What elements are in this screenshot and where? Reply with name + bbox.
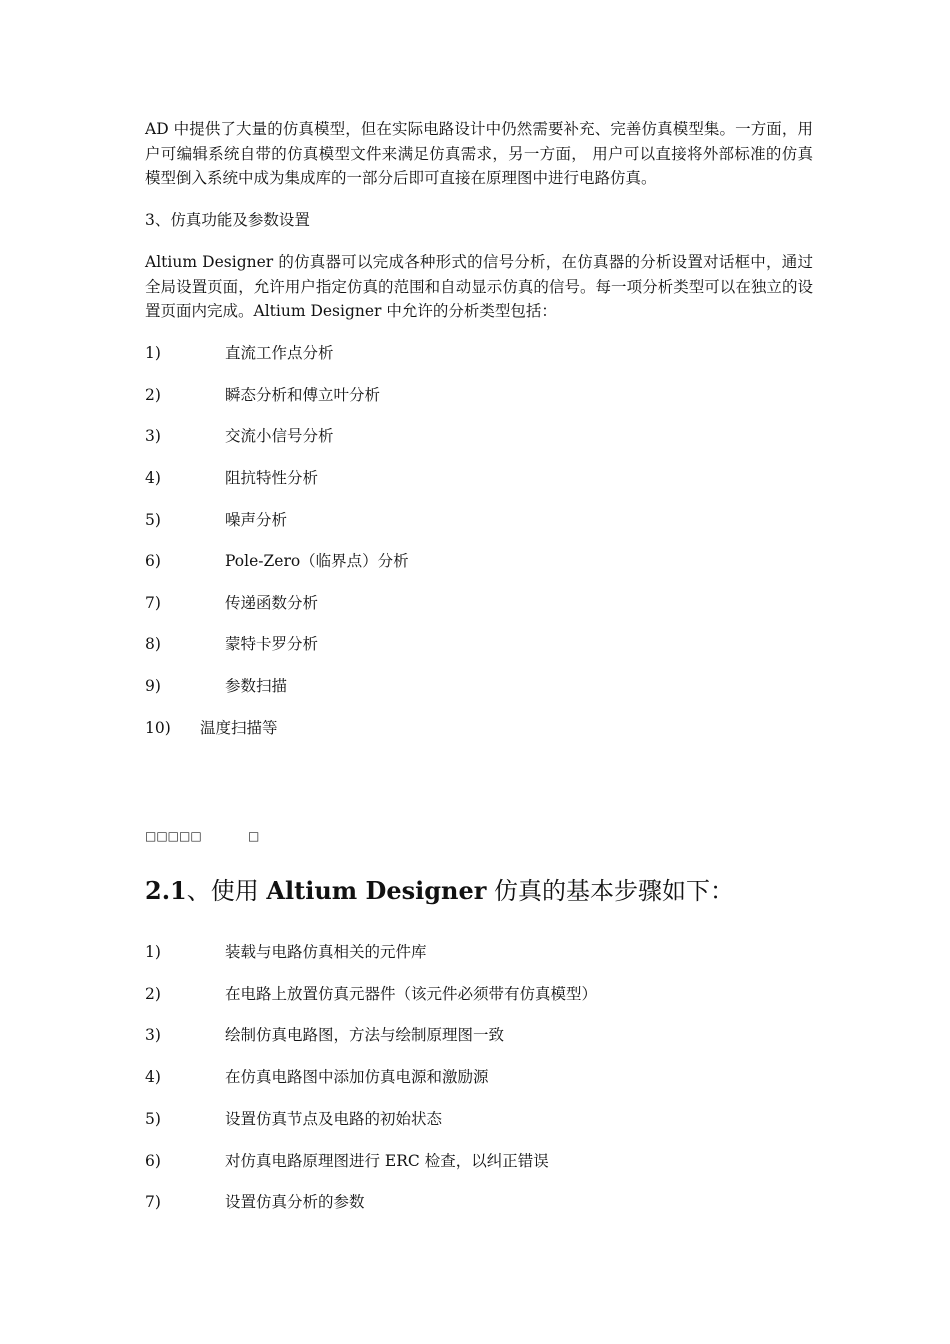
intro-paragraph: AD 中提供了大量的仿真模型，但在实际电路设计中仍然需要补充、完善仿真模型集。一方面，用户可编辑系统自带的仿真模型文件来满足仿真需求，另一方面， 用户可以直接将外部标准的仿真模型倒入系统中成为集成库的一部分后即可直接在原理图中进行电路仿真。 <box>145 120 813 187</box>
list-item-number: 9) <box>145 677 161 695</box>
list-item-number: 7) <box>145 594 161 612</box>
list-item-number: 3) <box>145 427 161 445</box>
list-item-number: 10) <box>145 719 171 737</box>
list-item-text: 绘制仿真电路图，方法与绘制原理图一致 <box>225 1026 505 1044</box>
heading-separator: 、使用 <box>186 877 267 905</box>
list-item-text: 在电路上放置仿真元器件（该元件必须带有仿真模型） <box>225 985 598 1003</box>
list-item-text: 噪声分析 <box>225 511 288 529</box>
list-item-number: 1) <box>145 943 161 961</box>
list-item-text: 阻抗特性分析 <box>225 469 319 487</box>
placeholder-glyphs-left: □□□□□ <box>145 829 202 843</box>
list-item-number: 1) <box>145 344 161 362</box>
list-item-number: 3) <box>145 1026 161 1044</box>
list-item-text: 温度扫描等 <box>200 719 278 737</box>
list-item-text: 在仿真电路图中添加仿真电源和激励源 <box>225 1068 489 1086</box>
heading-number: 2.1 <box>145 876 187 905</box>
list-item-text: 设置仿真分析的参数 <box>225 1193 365 1211</box>
list-item-text: 对仿真电路原理图进行 ERC 检查，以纠正错误 <box>225 1152 549 1170</box>
section-2-1-heading <box>145 874 734 908</box>
heading-bold-name: Altium Designer <box>266 876 487 905</box>
list-item-text: 交流小信号分析 <box>225 427 334 445</box>
list-item-number: 5) <box>145 1110 161 1128</box>
list-item-text: 参数扫描 <box>225 677 288 695</box>
list-item-number: 2) <box>145 985 161 1003</box>
list-item-number: 6) <box>145 552 161 570</box>
list-item-number: 4) <box>145 1068 161 1086</box>
list-item-text: Pole-Zero（临界点）分析 <box>225 552 409 570</box>
list-item-text: 设置仿真节点及电路的初始状态 <box>225 1110 443 1128</box>
list-item-text: 传递函数分析 <box>225 594 319 612</box>
list-item-text: 直流工作点分析 <box>225 344 334 362</box>
list-item-number: 6) <box>145 1152 161 1170</box>
list-item-text: 装载与电路仿真相关的元件库 <box>225 943 427 961</box>
section-3-paragraph: Altium Designer 的仿真器可以完成各种形式的信号分析，在仿真器的分析设置对话框中，通过全局设置页面，允许用户指定仿真的范围和自动显示仿真的信号。每一项分析类型可以在独立的设置页面内完成。Altium Designer 中允许的分析类型包括： <box>145 253 813 320</box>
list-item-number: 2) <box>145 386 161 404</box>
heading-rest: 仿真的基本步骤如下： <box>486 877 735 905</box>
section-3-title: 3、仿真功能及参数设置 <box>145 211 310 229</box>
list-item-number: 8) <box>145 635 161 653</box>
placeholder-glyphs <box>145 826 260 846</box>
list-item-number: 5) <box>145 511 161 529</box>
placeholder-glyphs-right: □ <box>248 829 260 843</box>
list-item-number: 4) <box>145 469 161 487</box>
list-item-text: 蒙特卡罗分析 <box>225 635 319 653</box>
list-item-number: 7) <box>145 1193 161 1211</box>
list-item-text: 瞬态分析和傅立叶分析 <box>225 386 381 404</box>
